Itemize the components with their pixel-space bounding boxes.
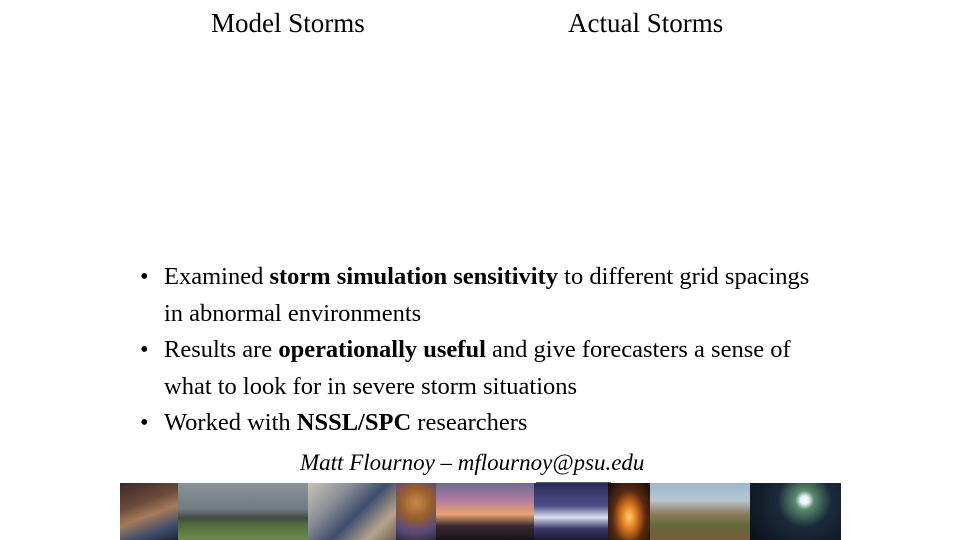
bullet-item (140, 405, 830, 442)
bullet-bold-text: NSSL/SPC (296, 409, 412, 436)
group-photo (120, 483, 178, 540)
bullet-item (140, 259, 830, 332)
bullet-text: Worked with (164, 409, 297, 436)
model-storms-heading: Model Storms (211, 8, 365, 38)
shelf-cloud-photo (178, 483, 308, 540)
mascot-photo (396, 483, 436, 540)
bullet-text: researchers (411, 409, 528, 436)
bullet-list (140, 259, 830, 442)
landscape-photo (650, 483, 750, 540)
bullet-bold-text: operationally useful (278, 336, 486, 363)
campfire-photo (608, 483, 650, 540)
bullet-item (140, 332, 830, 405)
meeting-room-photo (308, 483, 396, 540)
bullet-text: and give forecasters a sense of what to look for in severe storm situations (164, 336, 791, 400)
bullet-text: Examined (164, 263, 270, 290)
bullet-text: to different grid spacings in abnormal environments (164, 263, 810, 327)
sunset-photo (436, 483, 534, 540)
poster-photo (534, 483, 608, 540)
photo-strip (120, 483, 841, 540)
actual-storms-heading: Actual Storms (568, 8, 724, 38)
fireworks-photo (750, 483, 841, 540)
author-credit: Matt Flournoy – mflournoy@psu.edu (300, 450, 645, 475)
bullet-text: Results are (164, 336, 279, 363)
bullet-bold-text: storm simulation sensitivity (269, 263, 559, 290)
